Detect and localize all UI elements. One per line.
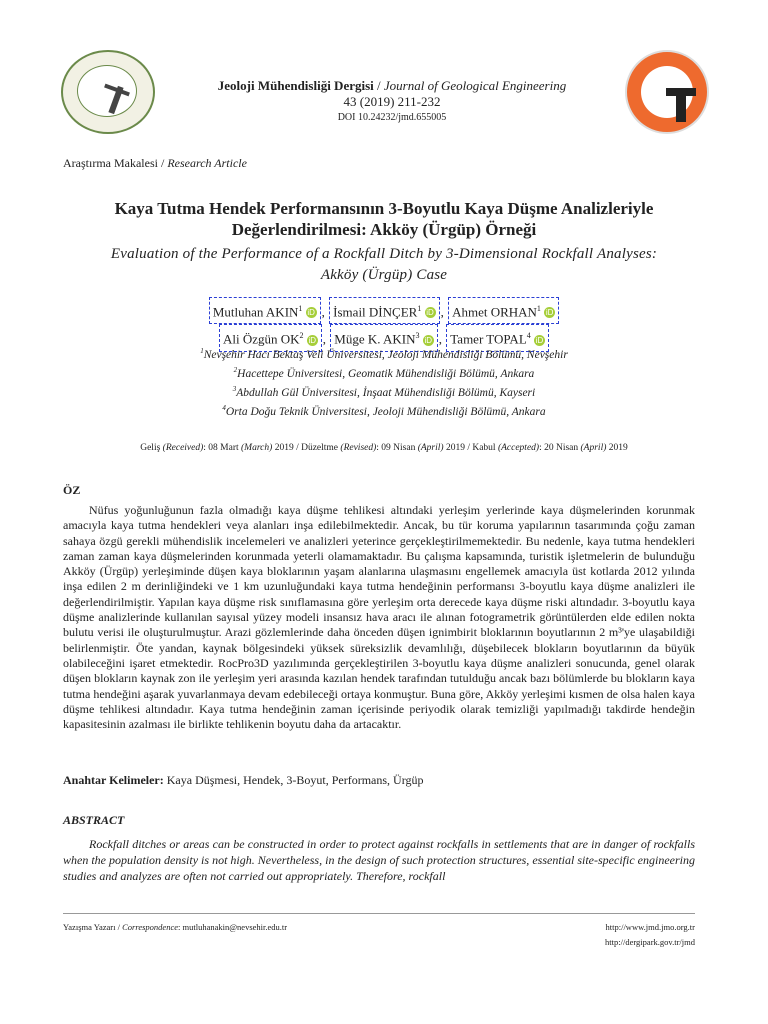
orcid-icon: iD: [424, 335, 433, 345]
journal-title-line: Jeoloji Mühendisliği Dergisi / Journal of Geological Engineering: [217, 78, 567, 93]
emblem-inner-circle: [641, 66, 693, 118]
seal-inner-ring: [77, 65, 137, 117]
orcid-icon: iD: [426, 308, 434, 318]
orcid-icon: iD: [535, 335, 544, 345]
left-society-seal-icon: [61, 50, 155, 134]
orcid-icon: iD: [307, 308, 315, 318]
footer-divider: [63, 913, 695, 914]
author-link[interactable]: Mutluhan AKIN$^1$ iD: [209, 297, 321, 324]
journal-title-en: Journal of Geological Engineering: [383, 78, 567, 93]
journal-url-1[interactable]: http://www.jmd.jmo.org.tr: [605, 922, 695, 932]
affiliation: $^1$Nevşehir Hacı Bektaş Veli Üniversitesi, Jeoloji Mühendisliği Bölümü, Nevşehir: [200, 347, 568, 361]
title-turkish: Kaya Tutma Hendek Performansının 3-Boyutlu Kaya Düşme Analizleriyle Değerlendirilmesi: Akköy (Ürgüp) Örneği: [114, 199, 654, 239]
article-type: Araştırma Makalesi / Research Article: [63, 156, 247, 170]
author-link[interactable]: Ali Özgün $OK^2$ iD: [219, 324, 322, 351]
author-link[interactable]: Tamer TOPAL$^4$ iD: [446, 324, 549, 351]
affiliation: $^4$Orta Doğu Teknik Üniversitesi, Jeoloji Mühendisliği Bölümü, Ankara: [222, 404, 546, 418]
affiliation: $^3$Abdullah Gül Üniversitesi, İnşaat Mühendisliği Bölümü, Kayseri: [232, 385, 536, 399]
author-row-2: Ali Özgün $OK^2$ iD , Müge K. AKIN$^3$ iD , Tamer TOPAL$^4$ iD: [100, 324, 668, 351]
orcid-icon: iD: [545, 308, 554, 318]
author-link[interactable]: İsmail DİNÇER$^1$ iD: [329, 297, 439, 324]
journal-title-tr: Jeoloji Mühendisliği Dergisi: [217, 78, 374, 93]
hammer-handle-icon: [676, 88, 686, 122]
author-link[interactable]: Ahmet ORHAN$^1$ iD: [448, 297, 559, 324]
orcid-icon: iD: [308, 335, 317, 345]
oz-heading: ÖZ: [63, 483, 81, 497]
abstract-heading: ABSTRACT: [63, 813, 125, 827]
journal-volume: 43 (2019) 211-232: [343, 94, 441, 109]
right-chamber-emblem-icon: [625, 50, 709, 134]
keywords: Anahtar Kelimeler: Kaya Düşmesi, Hendek, 3-Boyut, Performans, Ürgüp: [63, 773, 424, 787]
journal-doi: DOI 10.24232/jmd.655005: [337, 112, 447, 123]
title-english: Evaluation of the Performance of a Rockfall Ditch by 3-Dimensional Rockfall Analyses: Akköy (Ürgüp) Case: [110, 246, 658, 283]
journal-url-2[interactable]: http://dergipark.gov.tr/jmd: [605, 937, 695, 947]
journal-header: [170, 78, 614, 126]
affiliation: $^2$Hacettepe Üniversitesi, Geomatik Mühendisliği Bölümü, Ankara: [233, 366, 535, 380]
article-dates: Geliş (Received): 08 Mart (March) 2019 / Düzeltme (Revised): 09 Nisan (April) 2019 / Kabul (Accepted): 20 Nisan (April) 2019: [140, 443, 628, 453]
oz-text: Nüfus yoğunluğunun fazla olmadığı kaya düşme tehlikesi altındaki yerleşim yerlerinde kaya düşmelerinden korunmak amacıyla kaya tutma hendekleri veya alanları inşa edilebilmektedir. Ancak, bu tür koruma yapılarının tasarımında çoğu zaman sahaya özgü gerekli mühendislik incelemeleri ve analizleri yeterince gerçekleştirilmemektedir. Bu nedenle, kaya tutma hendekleri zaman zaman kaya düşmelerinden korunmada yeterli olamamaktadır. Bu çalışma kapsamında, turistik işletmelerin de bulunduğu Akköy (Ürgüp) yerleşiminde düşen kaya bloklarının yaşam alanlarına ulaşmasını engellemek amacıyla üst kotlarda 2012 yılında inşa edilen 2 m derinliğindeki ve 1 km uzunluğundaki kaya tutma hendeğinin performansı 3-boyutlu kaya düşme analizleri ile değerlendirilmiştir. Yapılan kaya düşme risk sınıflamasına göre yerleşim orta derecede kaya düşme riski altındadır. 3-boyutlu kaya düşme analizlerinde kullanılan sayısal yüzey modeli insansız hava aracı ile alınan fotogrametrik görüntülerden elde edilen nokta bulutu verisi ile oluşturulmuştur. Arazi gözlemlerinde daha önceden düşen ignimbirit bloklarının boyutlarının 2 m³'ye ulaşabildiği belirlenmiştir. Öte yandan, kaynak bölgesindeki yüksek süreksizlik devamlılığı, düşebilecek blokların boyutlarının da büyük olabileceğini işaret etmektedir. RocPro3D yazılımında gerçekleştirilen 3-boyutlu kaya düşme analizleri sonucunda, genel olarak düşen blokların kaynak zon ile yerleşim yeri arasında kazılan hendek tarafından tutulduğu ancak bazı bölümlerde bu blokların kaya tutma hendeğini aşarak yuvarlanmaya devam edebileceği ortaya konmuştur. Buna göre, Akköy yerleşimi kısmen de olsa halen kaya düşme tehlikesi altındadır. Kaya tutma hendeğinin zaman içerisinde periyodik olarak temizliği yapılmadığı takdirde hendeğin kapasitesinin azalması ile birlikte tehlikenin boyutu daha da artacaktır.: [63, 503, 695, 732]
abstract-text: Rockfall ditches or areas can be constructed in order to protect against rockfalls in settlements that are in danger of rockfalls when the population density is not high. Nevertheless, in the design of such protection structures, essential site-specific engineering studies and analyzes are often not carried out appropriately. Therefore, rockfall: [63, 837, 695, 883]
correspondence: Yazışma Yazarı / Correspondence: mutluhanakin@nevsehir.edu.tr: [63, 922, 288, 932]
author-link[interactable]: Müge K. AKIN$^3$ iD: [330, 324, 438, 351]
author-row-1: Mutluhan AKIN$^1$ iD , İsmail DİNÇER$^1$ iD , Ahmet ORHAN$^1$ iD: [100, 297, 668, 324]
